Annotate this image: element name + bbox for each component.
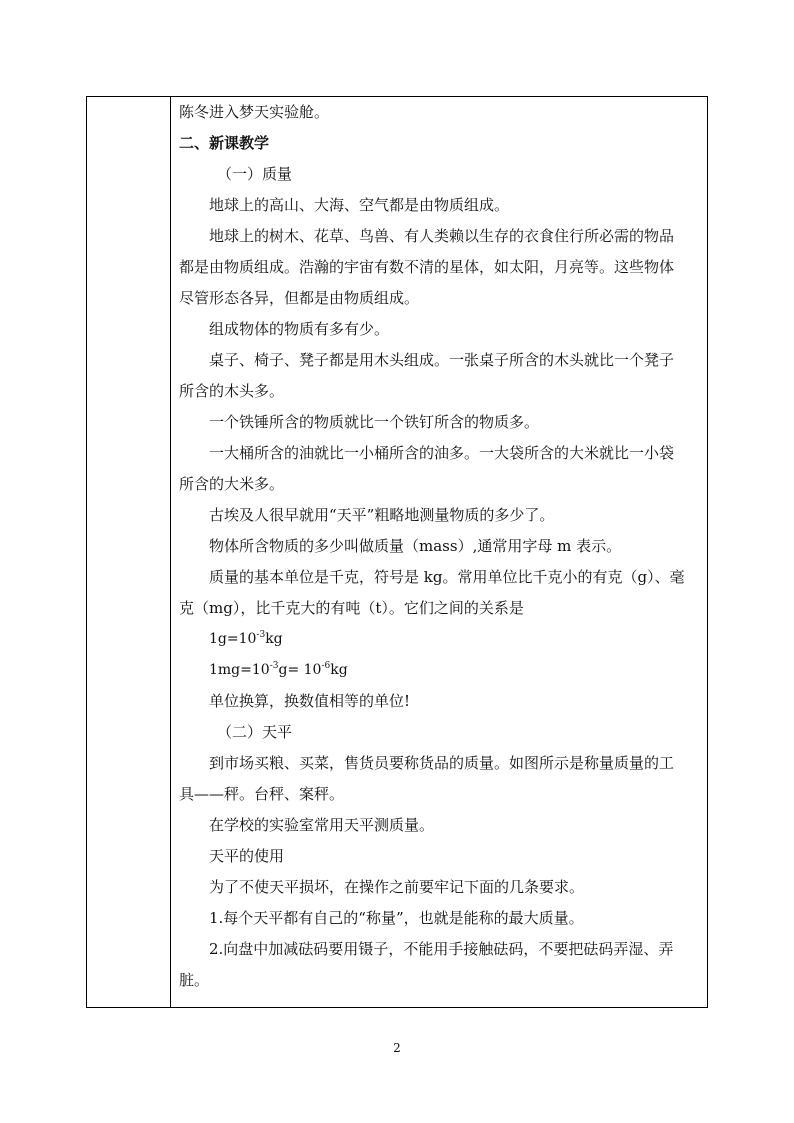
text-line: 2.向盘中加减砝码要用镊子，不能用手接触砝码，不要把砝码弄湿、弄 [209,940,674,958]
text-line: 桌子、椅子、凳子都是用木头组成。一张桌子所含的木头就比一个凳子 [209,351,675,369]
text-line: 地球上的树木、花草、鸟兽、有人类赖以生存的衣食住行所必需的物品 [209,227,675,245]
lesson-table [86,96,708,1008]
text-line: 古埃及人很早就用“天平”粗略地测量物质的多少了。 [209,506,555,524]
formula-gram: $1g=10^{-3}kg$ [209,630,283,647]
text-line: 在学校的实验室常用天平测质量。 [209,816,435,834]
text-line: 具——秤。台秤、案秤。 [179,785,345,803]
formula-milligram: $1mg=10^{-3}g= 10^{-6}kg$ [209,661,348,678]
section-heading: 二、新课教学 [179,134,270,152]
text-line: 单位换算，换数值相等的单位! [209,692,411,710]
subsection-heading: （一）质量 [217,165,293,183]
page-number: 2 [393,1041,401,1055]
text-line: 地球上的高山、大海、空气都是由物质组成。 [209,196,510,214]
text-line: 物体所含物质的多少叫做质量（mass）,通常用字母 m 表示。 [209,537,622,555]
text-line: 到市场买粮、买菜，售货员要称货品的质量。如图所示是称量质量的工 [209,754,675,772]
text-line: 所含的木头多。 [179,382,285,400]
text-line: 所含的大米多。 [179,475,285,493]
text-line: 都是由物质组成。浩瀚的宇宙有数不清的星体，如太阳，月亮等。这些物体 [179,258,675,276]
text-line: 克（mg），比千克大的有吨（t）。它们之间的关系是 [179,599,524,617]
column-divider [170,97,171,1007]
text-line: 为了不使天平损坏，在操作之前要牢记下面的几条要求。 [209,878,585,896]
text-line: 组成物体的物质有多有少。 [209,320,390,338]
text-line: 质量的基本单位是千克，符号是 kg。常用单位比千克小的有克（g）、毫 [209,568,685,586]
text-line: 天平的使用 [209,847,285,865]
text-line: 一个铁锤所含的物质就比一个铁钉所含的物质多。 [209,413,540,431]
lesson-content [179,97,701,996]
text-line: 脏。 [179,971,210,989]
text-line: 陈冬进入梦天实验舱。 [179,103,330,121]
subsection-heading: （二）天平 [217,723,293,741]
text-line: 尽管形态各异，但都是由物质组成。 [179,289,420,307]
text-line: 1.每个天平都有自己的“称量”，也就是能称的最大质量。 [209,909,584,927]
text-line: 一大桶所含的油就比一小桶所含的油多。一大袋所含的大米就比一小袋 [209,444,675,462]
